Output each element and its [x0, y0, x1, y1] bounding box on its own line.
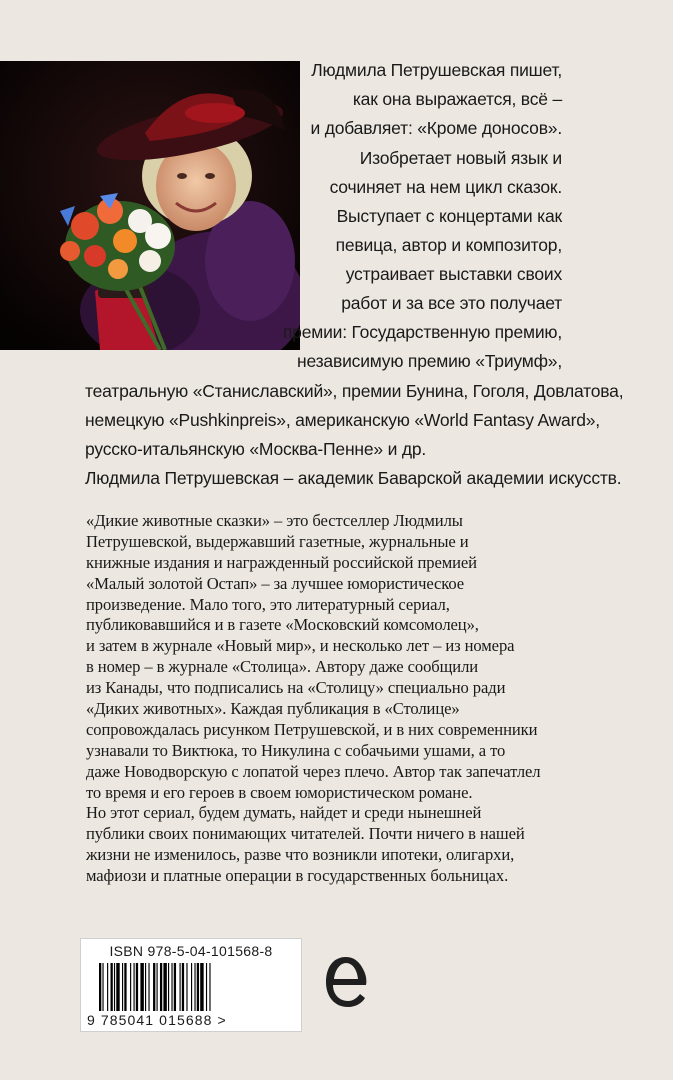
blurb-line: публиковавшийся и в газете «Московский комсомолец», — [86, 615, 479, 635]
eksmo-logo-icon — [322, 951, 370, 1013]
bio-line: сочиняет на нем цикл сказок. — [329, 177, 562, 197]
blurb-line: Петрушевской, выдержавший газетные, журнальные и — [86, 531, 469, 551]
barcode-bar — [102, 963, 103, 1011]
barcode-bar — [171, 963, 172, 1011]
bio-line: устраивает выставки своих — [345, 264, 562, 284]
bio-line: как она выражается, всё – — [352, 89, 562, 109]
barcode-bar — [191, 963, 192, 1011]
blurb-line: книжные издания и награжденный российской премией — [86, 552, 477, 572]
barcode-bar — [209, 963, 210, 1011]
barcode-bar — [200, 963, 203, 1011]
bio-line: и добавляет: «Кроме доносов». — [310, 118, 562, 138]
author-photo — [0, 61, 300, 350]
barcode-bar — [134, 963, 135, 1011]
bio-line: Людмила Петрушевская пишет, — [311, 60, 562, 80]
blurb-line: жизни не изменилось, разве что возникли ипотеки, олигархи, — [86, 845, 515, 865]
barcode-bar — [174, 963, 176, 1011]
bio-line: премии: Государственную премию, — [282, 322, 562, 342]
barcode-digits: 9 785041 015688 > — [87, 1012, 227, 1028]
barcode-bar — [206, 963, 207, 1011]
blurb-line: публики своих понимающих читателей. Почти ничего в нашей — [86, 824, 525, 844]
bio-line: немецкую «Pushkinpreis», американскую «World Fantasy Award», — [85, 410, 600, 430]
isbn-barcode — [80, 938, 302, 1032]
bio-line: работ и за все это получает — [341, 293, 562, 313]
bio-line: Выступает с концертами как — [336, 206, 562, 226]
bio-line: театральную «Станиславский», премии Бунина, Гоголя, Довлатова, — [85, 381, 624, 401]
barcode-bar — [163, 963, 166, 1011]
barcode-bar — [99, 963, 101, 1011]
bio-line: Людмила Петрушевская – академик Баварской академии искусств. — [85, 468, 622, 488]
barcode-bar — [145, 963, 146, 1011]
blurb-line: даже Новодворскую с лопатой через плечо. Автор так запечатлел — [86, 761, 541, 781]
blurb-line: произведение. Мало того, это литературный сериал, — [86, 594, 450, 614]
blurb-line: узнавали то Виктюка, то Никулина с собачьими ушами, а то — [86, 740, 506, 760]
blurb-line: то время и его героев в своем юмористическом романе. — [86, 782, 473, 802]
blurb-line: «Дикие животные сказки» – это бестселлер Людмилы — [86, 511, 463, 530]
book-blurb — [86, 511, 586, 887]
barcode-bar — [182, 963, 184, 1011]
barcode-bar — [116, 963, 119, 1011]
barcode-bar — [107, 963, 108, 1011]
isbn-label: ISBN 978-5-04-101568-8 — [109, 943, 273, 959]
blurb-line: сопровождалась рисунком Петрушевской, и в них современники — [86, 719, 538, 739]
barcode-bar — [197, 963, 199, 1011]
bio-line: независимую премию «Триумф», — [297, 351, 562, 371]
barcode-bar — [194, 963, 195, 1011]
blurb-line: и затем в журнале «Новый мир», и несколько лет – из номера — [86, 636, 515, 656]
bio-line: певица, автор и композитор, — [335, 235, 562, 255]
barcode-bar — [180, 963, 181, 1011]
barcode-bar — [153, 963, 155, 1011]
barcode-bar — [186, 963, 187, 1011]
blurb-line: Но этот сериал, будем думать, найдет и среди нынешней — [86, 803, 482, 823]
blurb-line: «Диких животных». Каждая публикация в «Столице» — [86, 699, 460, 719]
barcode-bar — [124, 963, 126, 1011]
blurb-line: «Малый золотой Остап» – за лучшее юмористическое — [86, 573, 465, 593]
barcode-bar — [160, 963, 162, 1011]
barcode-bar — [114, 963, 115, 1011]
barcode-bar — [148, 963, 149, 1011]
barcode-bar — [122, 963, 123, 1011]
barcode-bar — [130, 963, 131, 1011]
barcode-bar — [168, 963, 169, 1011]
bio-line: Изобретает новый язык и — [359, 148, 562, 168]
author-portrait-icon — [0, 61, 300, 350]
barcode-bar — [111, 963, 113, 1011]
barcode-bar — [157, 963, 158, 1011]
barcode-bar — [140, 963, 143, 1011]
blurb-line: из Канады, что подписались на «Столицу» специально ради — [86, 678, 506, 698]
bio-line: русско-итальянскую «Москва-Пенне» и др. — [85, 439, 427, 459]
barcode-bar — [136, 963, 138, 1011]
blurb-line: мафиози и платные операции в государственных больницах. — [86, 866, 509, 886]
blurb-line: в номер – в журнале «Столица». Автору даже сообщили — [86, 657, 479, 677]
